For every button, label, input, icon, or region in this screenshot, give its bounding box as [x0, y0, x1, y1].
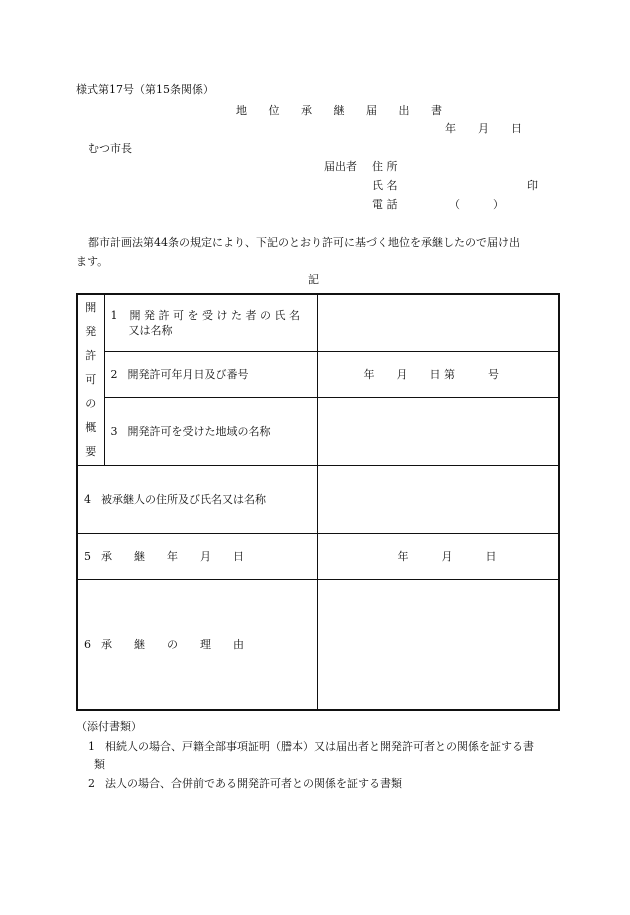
table-row — [77, 397, 559, 465]
vertical-char: 発 — [85, 324, 97, 338]
attachment-text: 相続人の場合、戸籍全部事項証明（謄本）又は届出者と開発許可者との関係を証する書 — [105, 740, 534, 753]
seal-mark: 印 — [527, 179, 538, 192]
table-row — [77, 351, 559, 397]
attachment-number: 1 — [88, 740, 95, 753]
row1-label-line1 — [111, 308, 317, 323]
attachment-item-1 — [88, 740, 534, 754]
phone-label: 電 話 — [372, 198, 398, 211]
vertical-char: の — [85, 396, 97, 410]
document-title: 地 位 承 継 届 出 書 — [236, 104, 451, 117]
table-row — [77, 465, 559, 533]
row1-label-b: 又は名称 — [128, 323, 173, 337]
row6-label: 承 継 の 理 由 — [101, 637, 244, 651]
phone-parens: （ ） — [449, 198, 504, 211]
attachment-item-2 — [88, 777, 402, 791]
row2-number: 2 — [110, 367, 118, 381]
row3-label: 開発許可を受けた地域の名称 — [127, 424, 271, 438]
row3-label-cell — [104, 397, 317, 465]
row2-label-cell — [104, 351, 317, 397]
attachment-number: 2 — [88, 777, 95, 790]
address-label: 住 所 — [372, 160, 398, 173]
row1-number: 1 — [110, 308, 118, 322]
row6-label-cell — [77, 579, 317, 710]
vertical-char: 可 — [85, 372, 97, 386]
row2-value-cell[interactable]: 年 月 日 第 号 — [317, 351, 559, 397]
row3-value-cell[interactable] — [317, 397, 559, 465]
vertical-char: 要 — [85, 444, 97, 458]
body-text-line2: ます。 — [76, 255, 109, 268]
row2-label: 開発許可年月日及び番号 — [127, 367, 249, 381]
table-row — [77, 533, 559, 579]
table-row — [77, 294, 559, 351]
attachment-text: 法人の場合、合併前である開発許可者との関係を証する書類 — [105, 777, 402, 790]
vertical-heading-cell — [77, 294, 104, 465]
vertical-char: 許 — [85, 348, 97, 362]
row5-label: 承 継 年 月 日 — [101, 549, 244, 563]
notifier-label: 届出者 — [324, 160, 357, 173]
name-label: 氏 名 — [372, 179, 398, 192]
row4-label-cell — [77, 465, 317, 533]
row5-label-cell — [77, 533, 317, 579]
row6-number: 6 — [84, 637, 91, 651]
addressee: むつ市長 — [88, 142, 132, 155]
notification-table — [76, 293, 560, 711]
row1-label-cell — [104, 294, 317, 351]
date-line: 年 月 日 — [445, 122, 522, 135]
table-row — [77, 579, 559, 710]
vertical-char: 概 — [85, 420, 97, 434]
vertical-char: 開 — [85, 300, 97, 314]
row1-label-a: 開 発 許 可 を 受 け た 者 の 氏 名 — [129, 308, 300, 322]
row6-value-cell[interactable] — [317, 579, 559, 710]
row4-value-cell[interactable] — [317, 465, 559, 533]
attachment-item-1-cont: 類 — [94, 758, 105, 771]
attachments-heading: （添付書類） — [76, 720, 142, 733]
form-number: 様式第17号（第15条関係） — [76, 83, 214, 96]
row5-number: 5 — [84, 549, 91, 563]
row1-value-cell[interactable] — [317, 294, 559, 351]
row4-number: 4 — [84, 492, 91, 506]
ki-heading: 記 — [308, 273, 319, 286]
body-text-line1: 都市計画法第44条の規定により、下記のとおり許可に基づく地位を承継したので届け出 — [88, 236, 520, 249]
row3-number: 3 — [110, 424, 118, 438]
row5-value-cell[interactable]: 年 月 日 — [317, 533, 559, 579]
row4-label: 被承継人の住所及び氏名又は名称 — [101, 492, 266, 506]
